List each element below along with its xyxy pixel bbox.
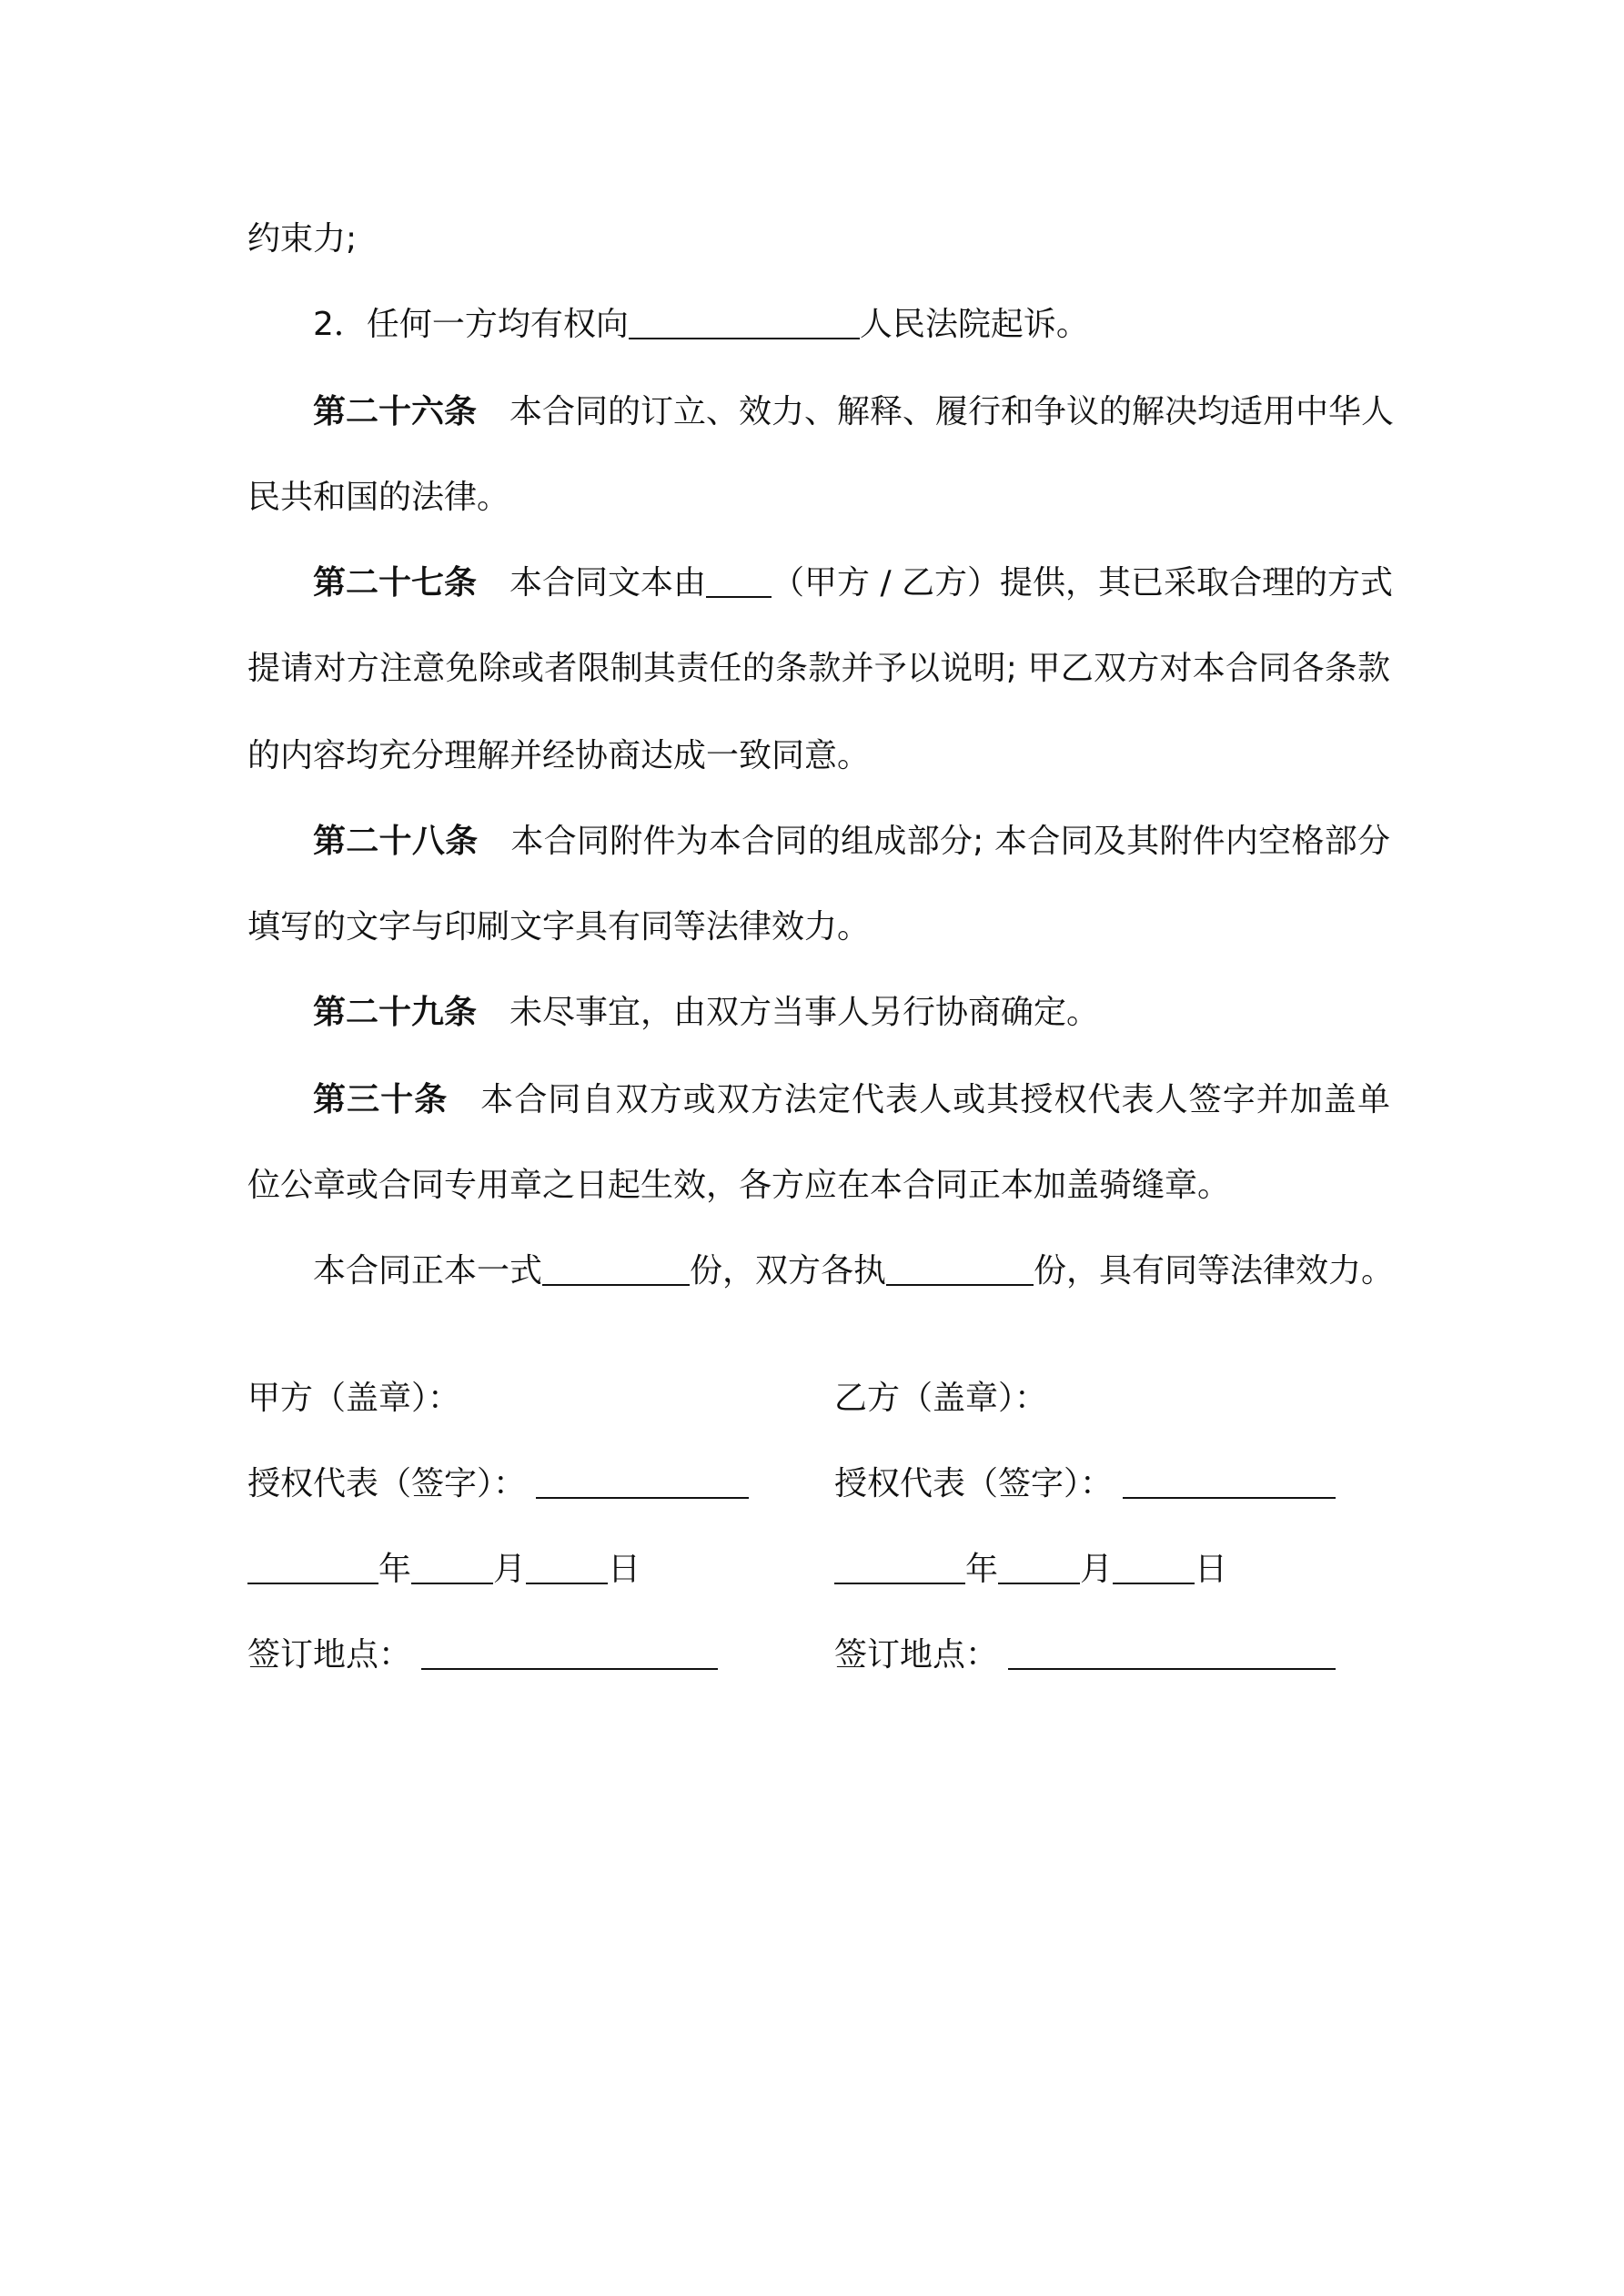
party-b-place — [834, 1628, 1336, 1683]
clause-text: 本合同的订立、效力、解释、履行和争议的解决均适用中华人 — [509, 393, 1395, 430]
clause-28 — [247, 814, 1390, 869]
clause-29 — [247, 986, 1390, 1040]
clause-text: 本合同自双方或双方法定代表人或其授权代表人签字并加盖单 — [480, 1081, 1390, 1118]
month-field[interactable] — [998, 1542, 1080, 1584]
year-label: 年 — [965, 1551, 999, 1588]
rep-label: 授权代表（签字）： — [834, 1465, 1114, 1502]
party-b-rep-signature-field[interactable] — [1123, 1457, 1336, 1499]
party-a-place-field[interactable] — [421, 1628, 718, 1670]
place-label: 签订地点： — [247, 1636, 412, 1674]
month-field[interactable] — [411, 1542, 493, 1584]
clause-title: 第三十条 — [313, 1081, 449, 1118]
clause-text: 未尽事宜，由双方当事人另行协商确定。 — [509, 994, 1100, 1031]
prev-clause-tail: 约束力; — [247, 220, 358, 258]
party-b-rep — [834, 1457, 1336, 1512]
item2-text: 2．任何一方均有权向 — [313, 306, 629, 343]
party-a-date — [247, 1542, 641, 1597]
clause-text: 填写的文字与印刷文字具有同等法律效力。 — [247, 908, 871, 946]
copies-total-blank[interactable] — [542, 1244, 690, 1286]
rep-label: 授权代表（签字）： — [247, 1465, 527, 1502]
day-label: 日 — [608, 1551, 641, 1588]
clause-27 — [247, 556, 1394, 611]
year-field[interactable] — [247, 1542, 378, 1584]
year-label: 年 — [378, 1551, 412, 1588]
year-field[interactable] — [834, 1542, 965, 1584]
day-field[interactable] — [1113, 1542, 1195, 1584]
clause-text: 的内容均充分理解并经协商达成一致同意。 — [247, 737, 871, 774]
copies-each-blank[interactable] — [886, 1244, 1034, 1286]
clause-30 — [247, 1073, 1390, 1128]
clause-title: 第二十八条 — [313, 823, 479, 860]
day-field[interactable] — [526, 1542, 608, 1584]
clause-text: 民共和国的法律。 — [247, 479, 510, 516]
month-label: 月 — [493, 1551, 527, 1588]
clause-text: 本合同文本由 — [509, 564, 707, 602]
party-b-seal-label: 乙方（盖章）： — [834, 1380, 1048, 1417]
day-label: 日 — [1195, 1551, 1228, 1588]
clause-text: 份，双方各执 — [690, 1252, 887, 1290]
party-b-place-field[interactable] — [1008, 1628, 1336, 1670]
clause-26 — [247, 385, 1395, 440]
clause-text: 本合同正本一式 — [313, 1252, 543, 1290]
clause-item-2 — [247, 298, 1390, 352]
party-a-place — [247, 1628, 718, 1683]
party-a-rep-signature-field[interactable] — [536, 1457, 749, 1499]
party-a-seal-label: 甲方（盖章）： — [247, 1380, 461, 1417]
clause-text: （甲方 / 乙方）提供，其已采取合理的方式 — [772, 564, 1394, 602]
party-b-date — [834, 1542, 1227, 1597]
clause-text: 份，具有同等法律效力。 — [1034, 1252, 1395, 1290]
copies-clause — [247, 1244, 1395, 1299]
clause-text: 提请对方注意免除或者限制其责任的条款并予以说明; 甲乙双方对本合同各条款 — [247, 650, 1390, 687]
clause-text: 位公章或合同专用章之日起生效，各方应在本合同正本加盖骑缝章。 — [247, 1167, 1231, 1204]
party-a-rep — [247, 1457, 749, 1512]
clause-title: 第二十九条 — [313, 994, 478, 1031]
clause-title: 第二十六条 — [313, 393, 478, 430]
place-label: 签订地点： — [834, 1636, 999, 1674]
month-label: 月 — [1080, 1551, 1114, 1588]
clause-text: 本合同附件为本合同的组成部分; 本合同及其附件内空格部分 — [510, 823, 1390, 860]
provider-blank[interactable] — [706, 556, 772, 598]
clause-title: 第二十七条 — [313, 564, 478, 602]
court-blank[interactable] — [629, 298, 860, 339]
item2-text-end: 人民法院起诉。 — [859, 306, 1089, 343]
